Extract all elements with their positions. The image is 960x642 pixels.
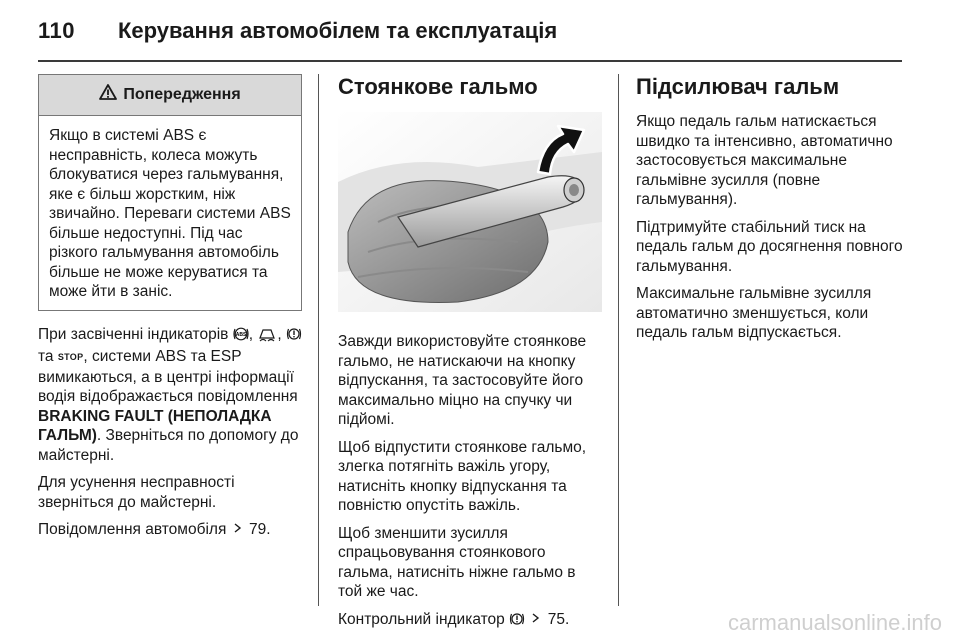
esp-indicator-icon [257, 326, 277, 348]
control-indicator-ref[interactable]: 75. [547, 610, 570, 628]
handbrake-lever-illustration [338, 112, 602, 312]
braking-fault-message: BRAKING FAULT (НЕПОЛАДКА ГАЛЬМ) [38, 407, 272, 444]
header-divider [38, 60, 902, 62]
brake-assist-title: Підсилювач гальм [636, 74, 840, 99]
brake-indicator-icon [286, 326, 302, 348]
page-number: 110 [38, 18, 75, 43]
warning-text: Якщо в системі ABS є несправність, колеса можуть блокуватися через гальмування, яке є більш жорстким, ніж звичайно. Переваги системи ABS більше недоступні. Під час різкого гальмування автомобіль більше не може керуватися та може йти в заніс. [49, 127, 291, 300]
warning-box [38, 74, 302, 311]
column-divider-1 [318, 74, 319, 606]
indicator-text-c: , системи ABS та ESP вимикаються, а в центрі інформації водія відображається повідомлення [38, 348, 298, 405]
page-title: Керування автомобілем та експлуатація [118, 18, 558, 43]
parking-brake-effort: Щоб зменшити зусилля спрацьовування стоянкового гальма, натисніть ніжне гальмо в той же час. [338, 524, 576, 600]
watermark: carmanualsonline.info [727, 610, 942, 635]
page-reference-arrow-icon[interactable] [233, 520, 243, 540]
indicator-text-d: . Зверніться по допомогу до майстерні. [38, 427, 299, 464]
indicator-text-b: та [38, 348, 54, 365]
svg-text:ABS: ABS [235, 331, 246, 338]
page-reference-arrow-icon[interactable] [531, 610, 541, 630]
stop-indicator-icon: STOP [57, 352, 84, 362]
abs-indicator-icon [233, 326, 249, 348]
repair-paragraph: Для усунення несправності зверніться до майстерні. [38, 474, 235, 511]
brake-assist-p3: Максимальне гальмівне зусилля автоматично зменшується, коли педаль гальм відпускається. [636, 285, 872, 341]
warning-header [39, 75, 301, 116]
column-divider-2 [618, 74, 619, 606]
brake-indicator-icon [509, 611, 525, 633]
brake-assist-p1: Якщо педаль гальм натискається швидко та інтенсивно, автоматично застосовується максимальне гальмівне зусилля (повне гальмування). [636, 113, 893, 208]
vehicle-messages-ref[interactable]: 79. [248, 521, 271, 538]
parking-brake-title: Стоянкове гальмо [338, 74, 538, 99]
parking-brake-usage: Завжди використовуйте стоянкове гальмо, не натискаючи на кнопку відпускання, та застосовуйте його максимально міцно на спучку чи підйомі. [338, 333, 587, 428]
brake-assist-p2: Підтримуйте стабільний тиск на педаль гальм до досягнення повного гальмування. [636, 218, 903, 275]
vehicle-messages-text: Повідомлення автомобіля [38, 521, 227, 538]
warning-triangle-icon [99, 84, 117, 106]
right-column [636, 74, 908, 351]
control-indicator-paragraph [338, 610, 602, 633]
parking-brake-release: Щоб відпустити стоянкове гальмо, злегка потягніть важіль угору, натисніть кнопку відпускання та повністю опустіть важіль. [338, 438, 587, 514]
left-column [38, 74, 302, 548]
vehicle-messages-paragraph [38, 520, 302, 540]
page-header [38, 8, 922, 52]
warning-title: Попередження [123, 86, 241, 104]
middle-column [338, 74, 602, 640]
control-indicator-text: Контрольний індикатор [338, 610, 505, 628]
indicator-text-a: При засвіченні індикаторів [38, 325, 229, 343]
indicator-paragraph: При засвіченні індикаторів ABS , , та STOP, системи ABS та ESP вимикаються, а в центрі інформації водія відображається повідомлення BRAKING FAULT (НЕПОЛАДКА ГАЛЬМ). Зверніться по допомогу до майстерні. [38, 325, 302, 466]
